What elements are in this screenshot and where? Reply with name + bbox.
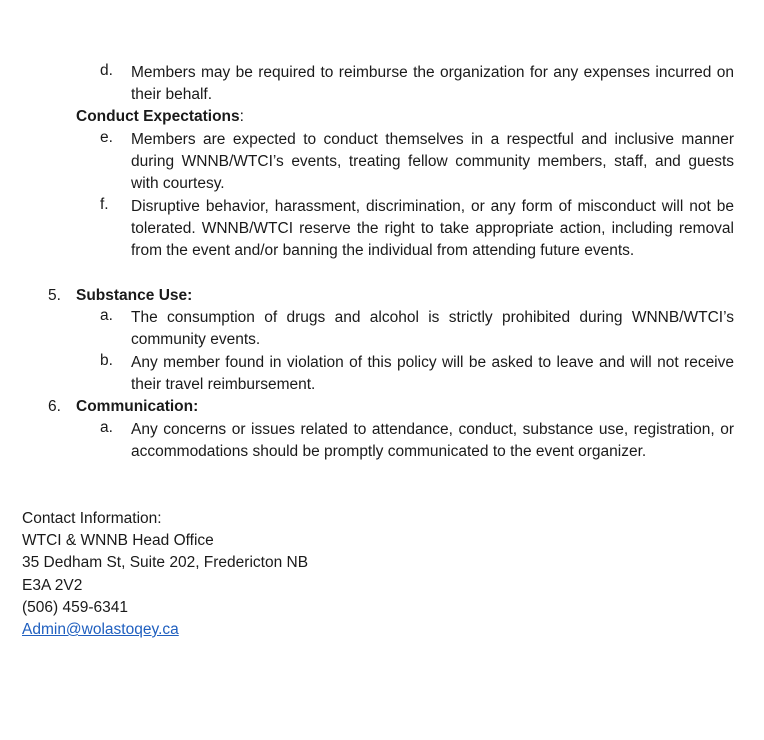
- list-item-text: Members may be required to reimburse the organization for any expenses incurred on their behalf.: [131, 64, 734, 104]
- section-substance-use: [48, 285, 348, 307]
- section-heading: Substance Use:: [76, 287, 193, 304]
- section-heading: Communication:: [76, 398, 199, 415]
- list-marker: f.: [100, 196, 109, 213]
- list-item-text: Members are expected to conduct themselves in a respectful and inclusive manner during WNNB/WTCI’s events, treating fellow community members, staff, and guests with courtesy.: [131, 131, 734, 193]
- list-item-text: Disruptive behavior, harassment, discrimination, or any form of misconduct will not be tolerated. WNNB/WTCI reserve the right to take appropriate action, including removal from the event and/or banning the individual from attending future events.: [131, 198, 734, 260]
- contact-email-link[interactable]: Admin@wolastoqey.ca: [22, 621, 179, 639]
- list-marker: e.: [100, 129, 113, 146]
- list-marker: a.: [100, 419, 113, 436]
- contact-postal-code: E3A 2V2: [22, 576, 83, 594]
- contact-office: WTCI & WNNB Head Office: [22, 532, 214, 550]
- list-marker: d.: [100, 62, 113, 79]
- list-item-text: Any concerns or issues related to attendance, conduct, substance use, registration, or accommodations should be promptly communicated to the event organizer.: [131, 421, 734, 461]
- contact-phone: (506) 459-6341: [22, 598, 128, 616]
- list-item-text: The consumption of drugs and alcohol is strictly prohibited during WNNB/WTCI’s community events.: [131, 309, 734, 349]
- section-number: 5.: [48, 287, 61, 304]
- list-marker: b.: [100, 352, 113, 369]
- list-marker: a.: [100, 307, 113, 324]
- section-number: 6.: [48, 398, 61, 415]
- contact-information: [22, 508, 308, 641]
- contact-street-address: 35 Dedham St, Suite 202, Fredericton NB: [22, 554, 309, 572]
- section-communication: [48, 396, 348, 418]
- conduct-expectations-heading: [76, 106, 244, 128]
- conduct-expectations-colon: :: [239, 108, 244, 125]
- list-item-text: Any member found in violation of this policy will be asked to leave and will not receive their travel reimbursement.: [131, 354, 734, 394]
- conduct-expectations-label: Conduct Expectations: [76, 108, 240, 125]
- contact-title: Contact Information:: [22, 510, 162, 527]
